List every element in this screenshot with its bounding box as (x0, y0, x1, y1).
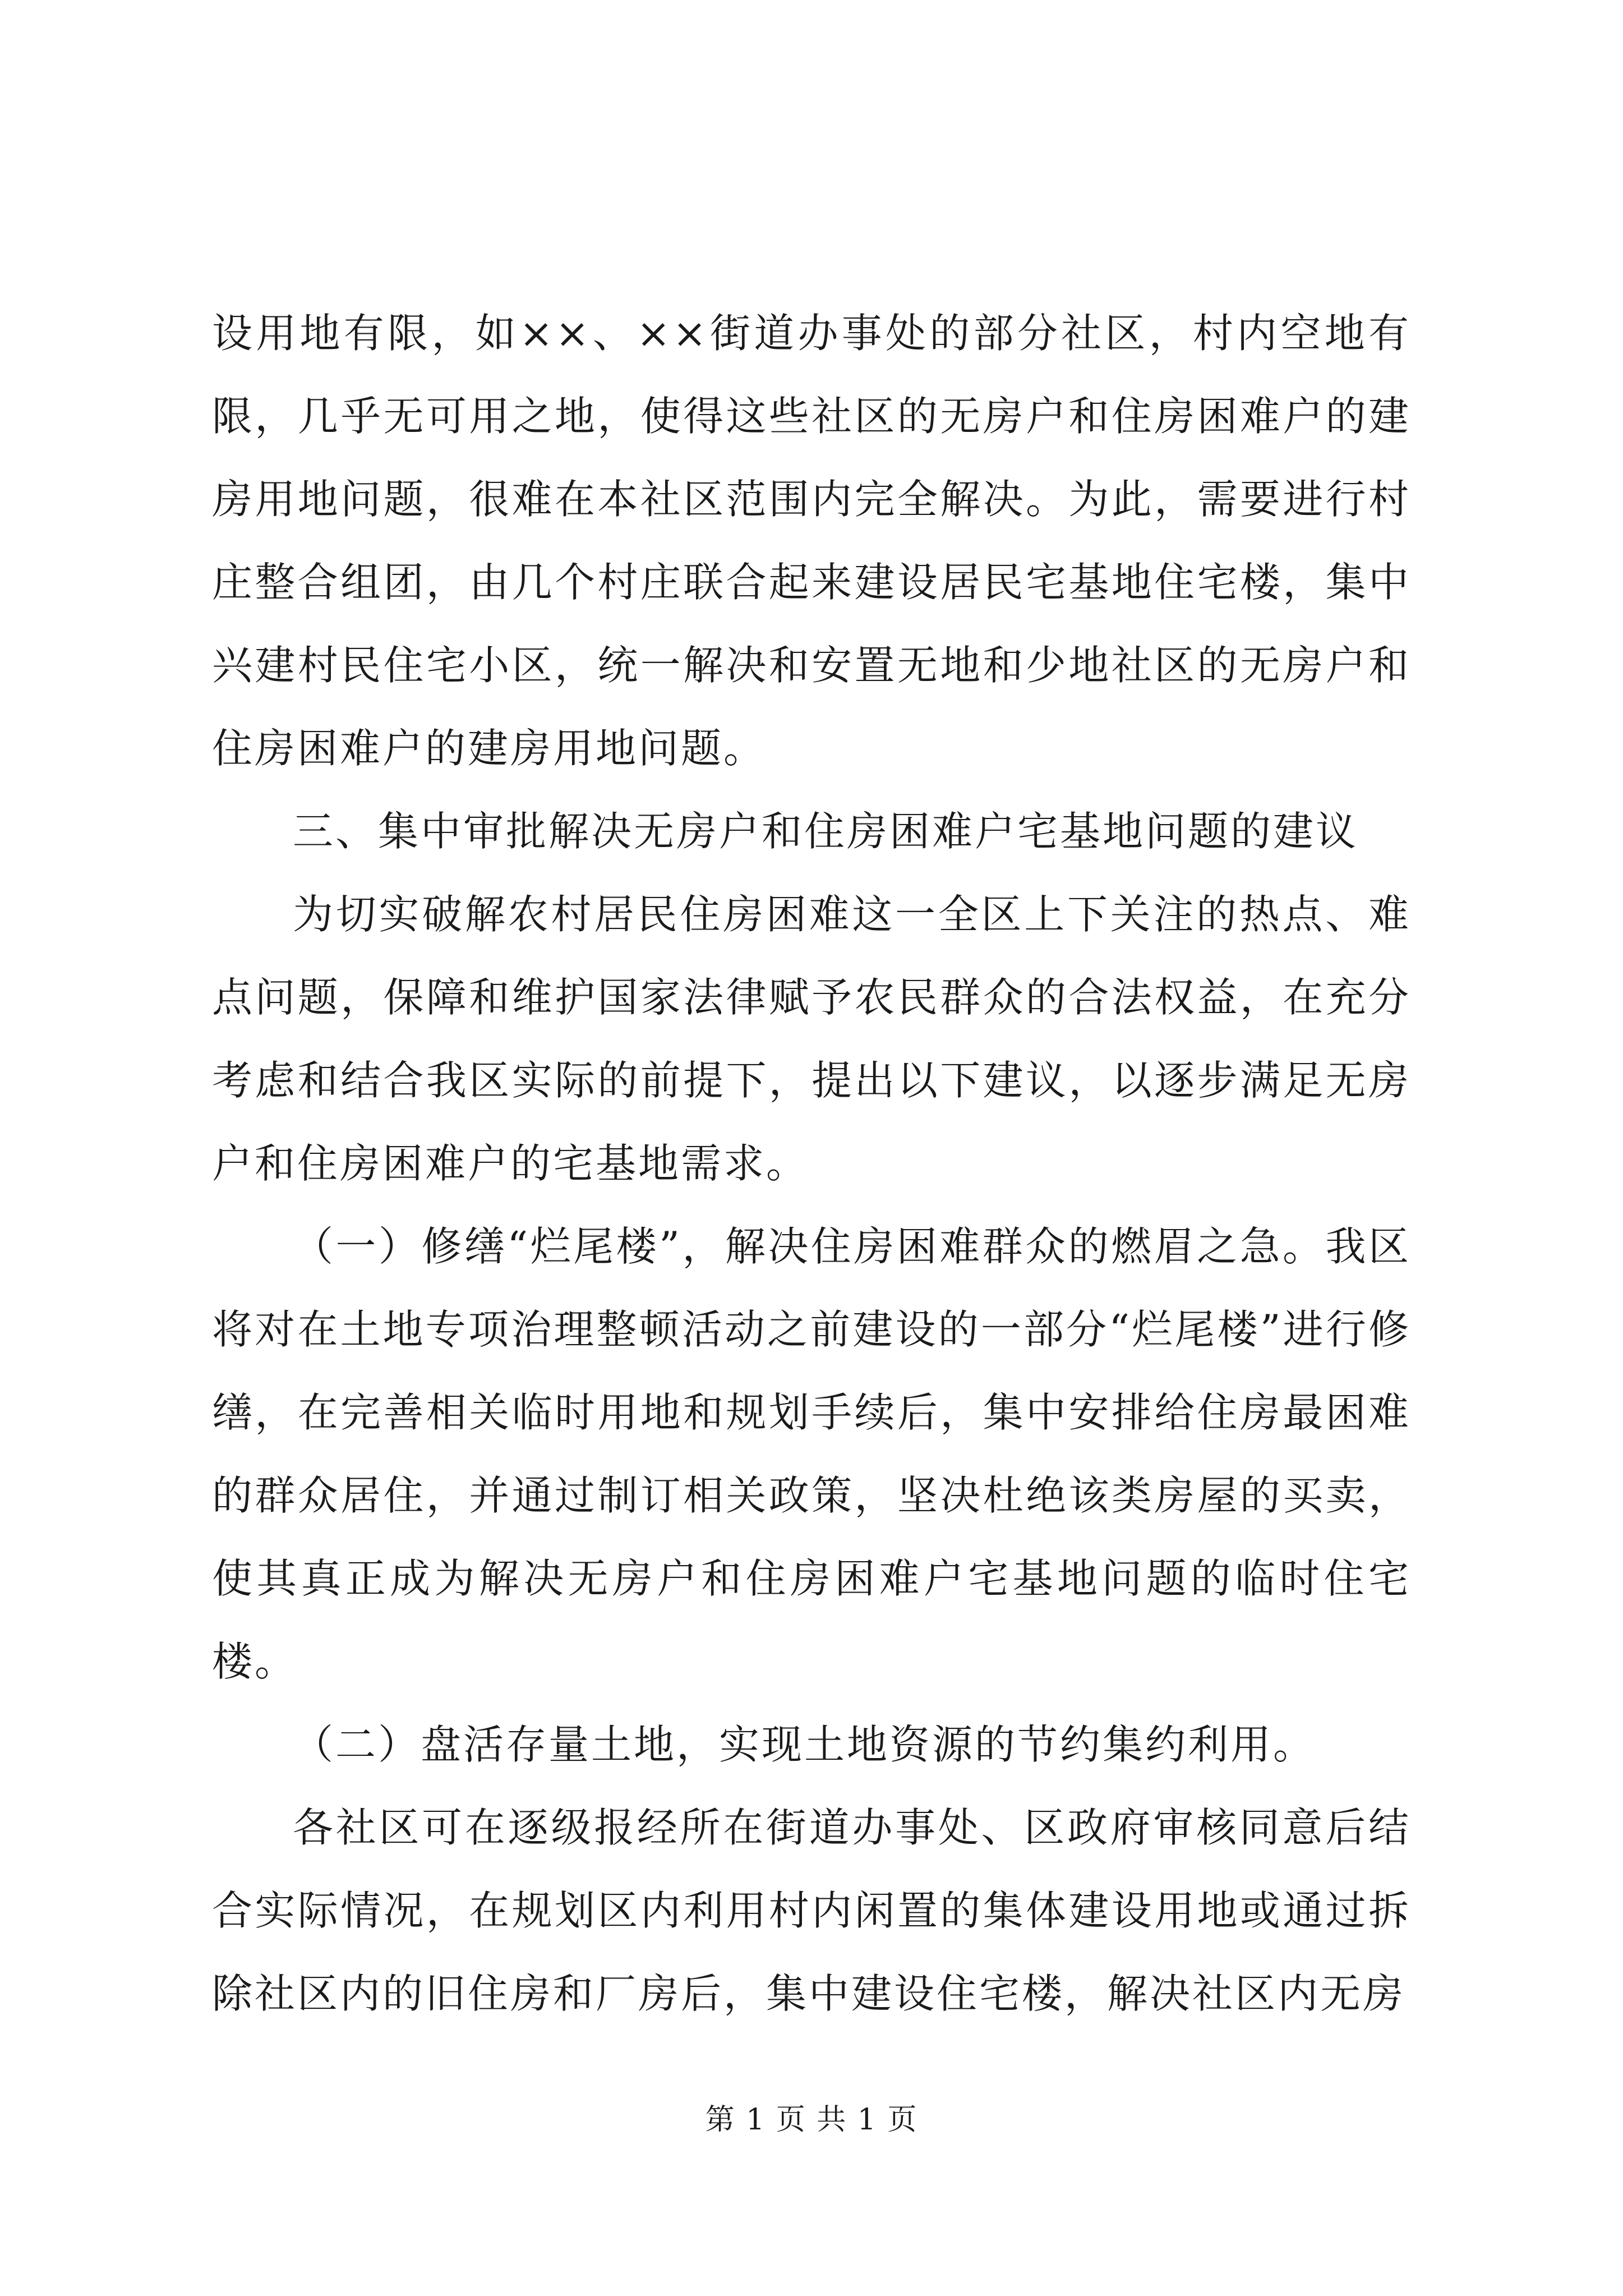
document-body (212, 292, 1411, 2035)
paragraph-item-two-heading: （二）盘活存量土地，实现土地资源的节约集约利用。 (293, 1721, 1316, 1768)
paragraph-item-one: （一）修缮“烂尾楼”，解决住房困难群众的燃眉之急。我区将对在土地专项治理整顿活动之前建设的一部分“烂尾楼”进行修缮，在完善相关临时用地和规划手续后，集中安排给住房最困难的群众居住，并通过制订相关政策，坚决杜绝该类房屋的买卖，使其真正成为解决无房户和住房困难户宅基地问题的临时住宅楼。 (212, 1223, 1411, 1685)
paragraph-continuation: 设用地有限，如××、××街道办事处的部分社区，村内空地有限，几乎无可用之地，使得这些社区的无房户和住房困难户的建房用地问题，很难在本社区范围内完全解决。为此，需要进行村庄整合组团，由几个村庄联合起来建设居民宅基地住宅楼，集中兴建村民住宅小区，统一解决和安置无地和少地社区的无房户和住房困难户的建房用地问题。 (212, 310, 1411, 772)
paragraph-item-two-body: 各社区可在逐级报经所在街道办事处、区政府审核同意后结合实际情况，在规划区内利用村内闲置的集体建设用地或通过拆除社区内的旧住房和厂房后，集中建设住宅楼，解决社区内无房 (212, 1804, 1411, 2017)
paragraph-intro: 为切实破解农村居民住房困难这一全区上下关注的热点、难点问题，保障和维护国家法律赋予农民群众的合法权益，在充分考虑和结合我区实际的前提下，提出以下建议，以逐步满足无房户和住房困难户的宅基地需求。 (212, 891, 1411, 1187)
section-heading: 三、集中审批解决无房户和住房困难户宅基地问题的建议 (293, 808, 1359, 855)
page-number-footer: 第 1 页 共 1 页 (705, 2103, 918, 2137)
